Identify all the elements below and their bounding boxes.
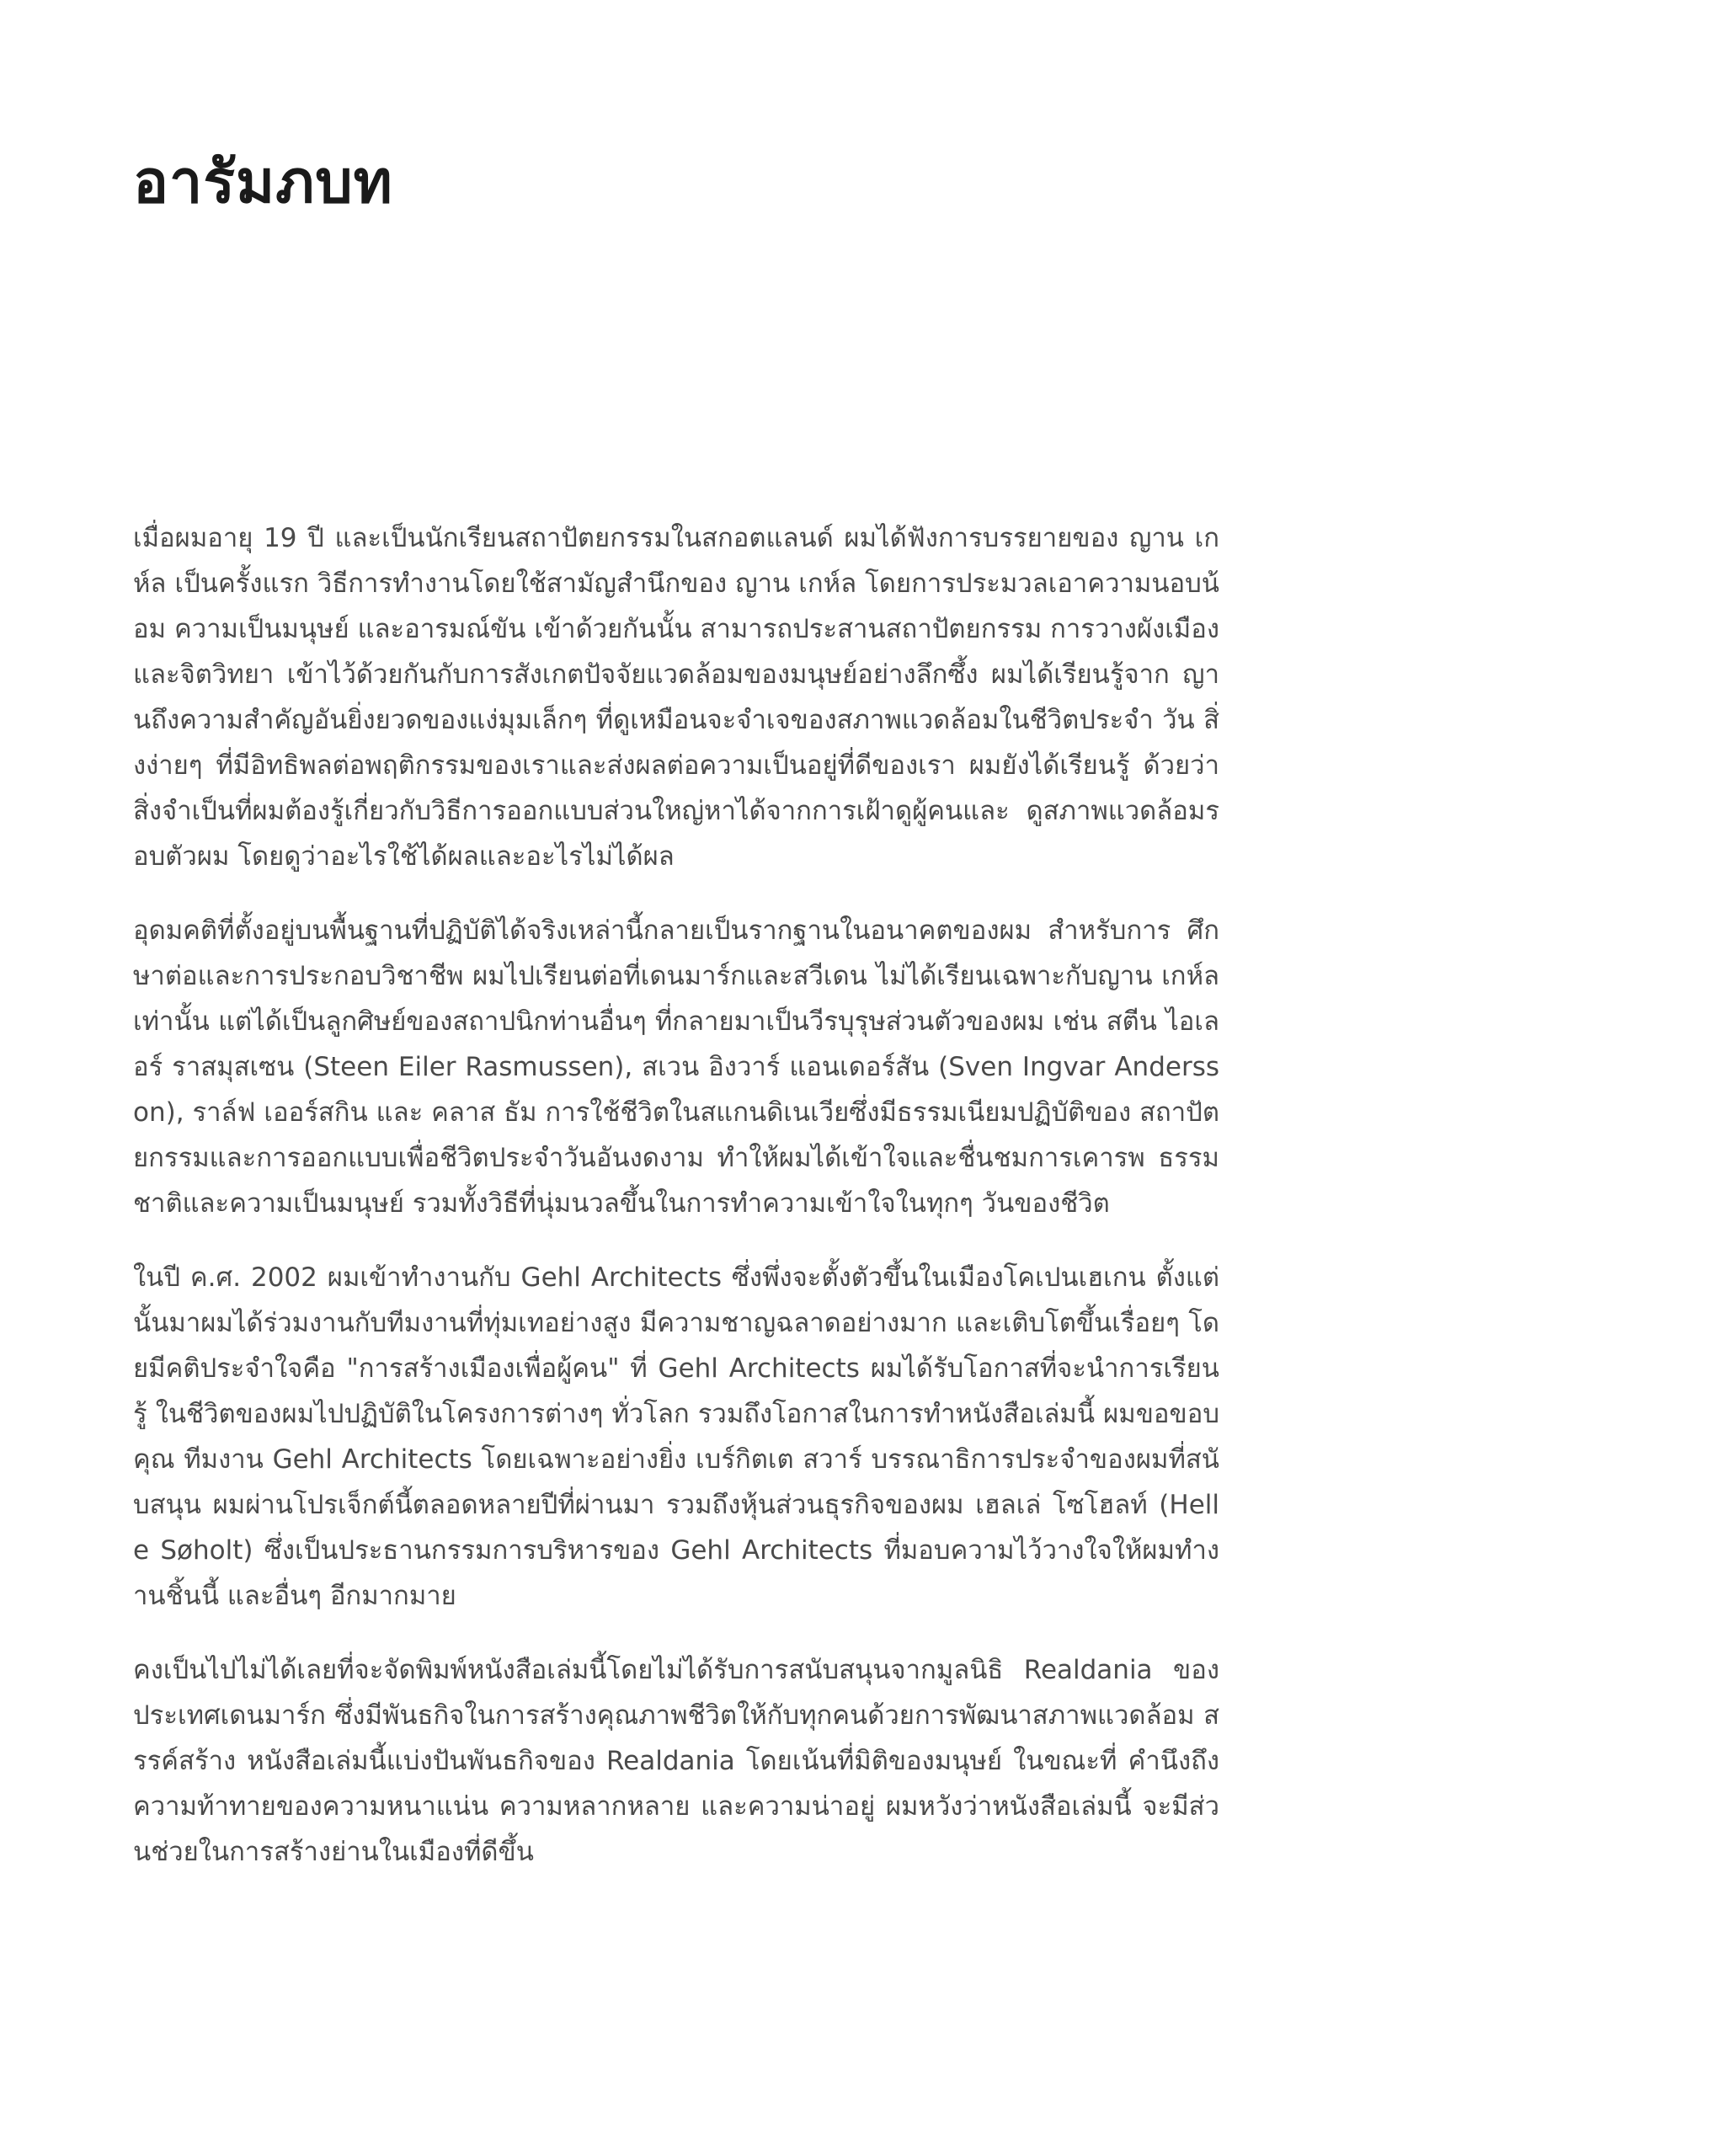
paragraph: เมื่อผมอายุ 19 ปี และเป็นนักเรียนสถาปัตยกรรมในสกอตแลนด์ ผมได้ฟังการบรรยายของ ญาน เกห์ล เป็นครั้งแรก วิธีการทำงานโดยใช้สามัญสำนึกของ ญาน เกห์ล โดยการประมวลเอาความนอบน้อม ความเป็นมนุษย์ และอารมณ์ขัน เข้าด้วยกันนั้น สามารถประสานสถาปัตยกรรม การวางผังเมือง และจิตวิทยา เข้าไว้ด้วยกันกับการสังเกตปัจจัยแวดล้อมของมนุษย์อย่างลึกซึ้ง ผมได้เรียนรู้จาก ญานถึงความสำคัญอันยิ่งยวดของแง่มุมเล็กๆ ที่ดูเหมือนจะจำเจของสภาพแวดล้อมในชีวิตประจำ วัน สิ่งง่ายๆ ที่มีอิทธิพลต่อพฤติกรรมของเราและส่งผลต่อความเป็นอยู่ที่ดีของเรา ผมยังได้เรียนรู้ ด้วยว่าสิ่งจำเป็นที่ผมต้องรู้เกี่ยวกับวิธีการออกแบบส่วนใหญ่หาได้จากการเฝ้าดูผู้คนและ ดูสภาพแวดล้อมรอบตัวผม โดยดูว่าอะไรใช้ได้ผลและอะไรไม่ได้ผล <box>133 523 1219 872</box>
paragraph: อุดมคติที่ตั้งอยู่บนพื้นฐานที่ปฏิบัติได้จริงเหล่านี้กลายเป็นรากฐานในอนาคตของผม สำหรับการ ศึกษาต่อและการประกอบวิชาชีพ ผมไปเรียนต่อที่เดนมาร์กและสวีเดน ไม่ได้เรียนเฉพาะกับญาน เกห์ลเท่านั้น แต่ได้เป็นลูกศิษย์ของสถาปนิกท่านอื่นๆ ที่กลายมาเป็นวีรบุรุษส่วนตัวของผม เช่น สตีน ไอเลอร์ ราสมุสเซน (Steen Eiler Rasmussen), สเวน อิงวาร์ แอนเดอร์สัน (Sven Ingvar Andersson), ราล์ฟ เออร์สกิน และ คลาส ธัม การใช้ชีวิตในสแกนดิเนเวียซึ่งมีธรรมเนียมปฏิบัติของ สถาปัตยกรรมและการออกแบบเพื่อชีวิตประจำวันอันงดงาม ทำให้ผมได้เข้าใจและชื่นชมการเคารพ ธรรมชาติและความเป็นมนุษย์ รวมทั้งวิธีที่นุ่มนวลขึ้นในการทำความเข้าใจในทุกๆ วันของชีวิต <box>133 915 1219 1219</box>
paragraph: ในปี ค.ศ. 2002 ผมเข้าทำงานกับ Gehl Architects ซึ่งพึ่งจะตั้งตัวขึ้นในเมืองโคเปนเฮเกน ตั้งแต่ นั้นมาผมได้ร่วมงานกับทีมงานที่ทุ่มเทอย่างสูง มีความชาญฉลาดอย่างมาก และเติบโตขึ้นเรื่อยๆ โดยมีคติประจำใจคือ "การสร้างเมืองเพื่อผู้คน" ที่ Gehl Architects ผมได้รับโอกาสที่จะนำการเรียนรู้ ในชีวิตของผมไปปฏิบัติในโครงการต่างๆ ทั่วโลก รวมถึงโอกาสในการทำหนังสือเล่มนี้ ผมขอขอบคุณ ทีมงาน Gehl Architects โดยเฉพาะอย่างยิ่ง เบร์กิตเต สวาร์ บรรณาธิการประจำของผมที่สนับสนุน ผมผ่านโปรเจ็กต์นี้ตลอดหลายปีที่ผ่านมา รวมถึงหุ้นส่วนธุรกิจของผม เฮลเล่ โซโฮลท์ (Helle Søholt) ซึ่งเป็นประธานกรรมการบริหารของ Gehl Architects ที่มอบความไว้วางใจให้ผมทำงานชิ้นนี้ และอื่นๆ อีกมากมาย <box>133 1262 1219 1611</box>
body-text <box>133 515 1219 1903</box>
page-title: อารัมภบท <box>133 147 393 216</box>
paragraph: คงเป็นไปไม่ได้เลยที่จะจัดพิมพ์หนังสือเล่มนี้โดยไม่ได้รับการสนับสนุนจากมูลนิธิ Realdania ของ ประเทศเดนมาร์ก ซึ่งมีพันธกิจในการสร้างคุณภาพชีวิตให้กับทุกคนด้วยการพัฒนาสภาพแวดล้อม สรรค์สร้าง หนังสือเล่มนี้แบ่งปันพันธกิจของ Realdania โดยเน้นที่มิติของมนุษย์ ในขณะที่ คำนึงถึงความท้าทายของความหนาแน่น ความหลากหลาย และความน่าอยู่ ผมหวังว่าหนังสือเล่มนี้ จะมีส่วนช่วยในการสร้างย่านในเมืองที่ดีขึ้น <box>133 1655 1219 1867</box>
